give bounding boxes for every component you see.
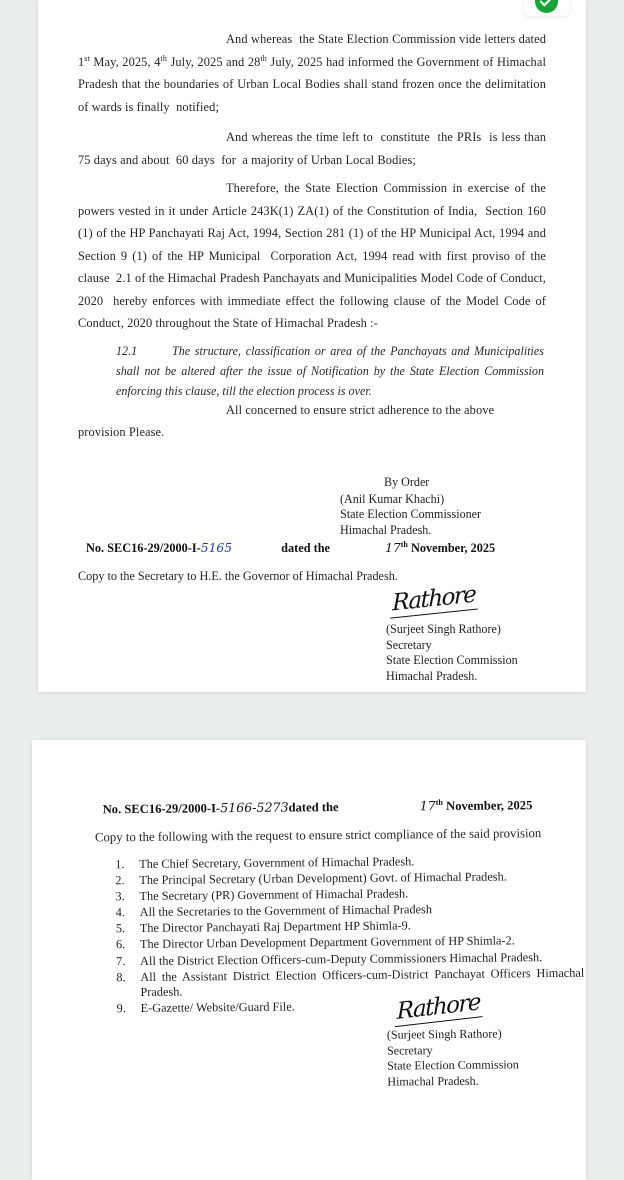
dated-label: dated the (288, 800, 339, 815)
commissioner-designation: State Election Commissioner (340, 507, 482, 521)
copy-to-governor-line: Copy to the Secretary to H.E. the Governor of Himachal Pradesh. (78, 569, 398, 583)
reference-prefix: No. SEC16-29/2000-I- (86, 541, 201, 555)
commissioner-name: (Anil Kumar Khachi) (340, 491, 445, 506)
copy-to-following-line: Copy to the following with the request to ensure strict compliance of the said provision (94, 826, 542, 845)
list-item-number: 1. (115, 857, 125, 872)
recipient-list (113, 853, 585, 1018)
list-item-number: 5. (115, 921, 126, 936)
closing-line-2: provision Please. (78, 425, 165, 439)
secretary-name: (Surjeet Singh Rathore) (386, 622, 501, 636)
list-item (114, 965, 584, 1001)
status-badge-chip (524, 0, 570, 16)
list-item-number: 4. (115, 905, 125, 920)
secretary-signature-block-page1 (386, 622, 518, 684)
list-item-number: 7. (116, 953, 126, 968)
day-suffix: th (400, 539, 408, 549)
secretary-commission: State Election Commission (386, 653, 518, 667)
secretary-signature-block-page2 (387, 1026, 519, 1089)
paragraph-whereas-time: And whereas the time left to constitute the PRIs is less than 75 days and about 60 days for a majority of Urban Local Bodies; (78, 130, 546, 167)
green-check-circle-icon (535, 0, 558, 13)
commissioner-state: Himachal Pradesh. (340, 522, 432, 537)
list-item-number: 9. (116, 1001, 126, 1016)
handwritten-day: 17 (385, 541, 401, 555)
secretary-name: (Surjeet Singh Rathore) (386, 1026, 502, 1042)
month-year: November, 2025 (410, 541, 496, 555)
reference-number-line-page1 (86, 541, 495, 556)
list-item-label: The Director Urban Development Department Government of HP Shimla-2. (139, 933, 515, 952)
handwritten-reference-range: 5166-5273 (220, 799, 289, 816)
list-item-label: E-Gazette/ Website/Guard File. (140, 999, 295, 1016)
clause-12-1 (116, 341, 544, 401)
list-item-label: The Secretary (PR) Government of Himachal Pradesh. (139, 886, 409, 904)
list-item-label: The Chief Secretary, Government of Himachal Pradesh. (139, 854, 415, 871)
list-item-label: All the Secretaries to the Government of Himachal Pradesh (139, 902, 433, 920)
handwritten-reference-number: 5165 (200, 541, 233, 555)
reference-number-line-page2 (103, 797, 533, 817)
secretary-state: Himachal Pradesh. (386, 668, 478, 683)
handwritten-day: 17 (419, 798, 436, 814)
document-page-1 (38, 0, 586, 692)
clause-text: The structure, classification or area of the Panchayats and Municipalities shall not be altered after the issue of Notification by the State Election Commission enforcing this clause, till the election process is over. (116, 344, 544, 398)
paragraph-therefore: Therefore, the State Election Commission in exercise of the powers vested in it under Article 243K(1) ZA(1) of the Constitution of India, Section 160 (1) of the HP Panchayati Raj Act, 1994, Section 281 (1) of the HP Municipal Act, 1994 and Section 9 (1) of the HP Municipal Corporation Act, 1994 read with first proviso of the clause 2.1 of the Himachal Pradesh Panchayats and Municipalities Model Code of Conduct, 2020 hereby enforces with immediate effect the following clause of the Model Code of Conduct, 2020 throughout the State of Himachal Pradesh :- (78, 181, 546, 330)
order-signature-block (340, 475, 481, 538)
secretary-designation: Secretary (386, 1042, 433, 1058)
paragraph-whereas-letters: And whereas the State Election Commission vide letters dated 1st May, 2025, 4th July, 2025 and 28th July, 2025 had informed the Government of Himachal Pradesh that the boundaries of Urban Local Bodies shall stand frozen once the delimitation of wards is finally notified; (78, 32, 546, 114)
list-item-label: All the Assistant District Election Officers-cum-District Panchayat Officers Himachal Pradesh. (140, 965, 585, 1000)
list-item-number: 2. (115, 873, 125, 888)
list-item-label: The Director Panchayati Raj Department HP Shimla-9. (139, 918, 411, 936)
paragraph-closing-2 (78, 421, 546, 444)
list-item-number: 6. (115, 937, 126, 952)
secretary-signature-mark-page2: Rathore (395, 989, 482, 1027)
reference-prefix: No. SEC16-29/2000-I- (102, 801, 221, 817)
secretary-commission: State Election Commission (387, 1057, 519, 1073)
paragraph-closing (78, 399, 546, 422)
list-item-label: The Principal Secretary (Urban Development) Govt. of Himachal Pradesh. (139, 869, 507, 888)
closing-line-1: All concerned to ensure strict adherence to the above (226, 403, 495, 417)
list-item-number: 3. (115, 889, 125, 904)
dated-label: dated the (281, 541, 331, 555)
list-item-number: 8. (116, 969, 126, 984)
page-1-body (38, 0, 586, 692)
secretary-designation: Secretary (386, 637, 432, 652)
list-item-label: All the District Election Officers-cum-Deputy Commissioners Himachal Pradesh. (140, 949, 543, 968)
month-year: November, 2025 (445, 798, 533, 814)
day-suffix: th (435, 797, 443, 807)
page-2-body (32, 735, 590, 1180)
secretary-signature-mark-page1: Rathore (390, 581, 477, 618)
list-item (115, 997, 585, 1017)
by-order-label: By Order (384, 475, 430, 489)
document-page-2 (32, 740, 586, 1180)
clause-number: 12.1 (116, 344, 138, 358)
secretary-state: Himachal Pradesh. (387, 1073, 479, 1089)
